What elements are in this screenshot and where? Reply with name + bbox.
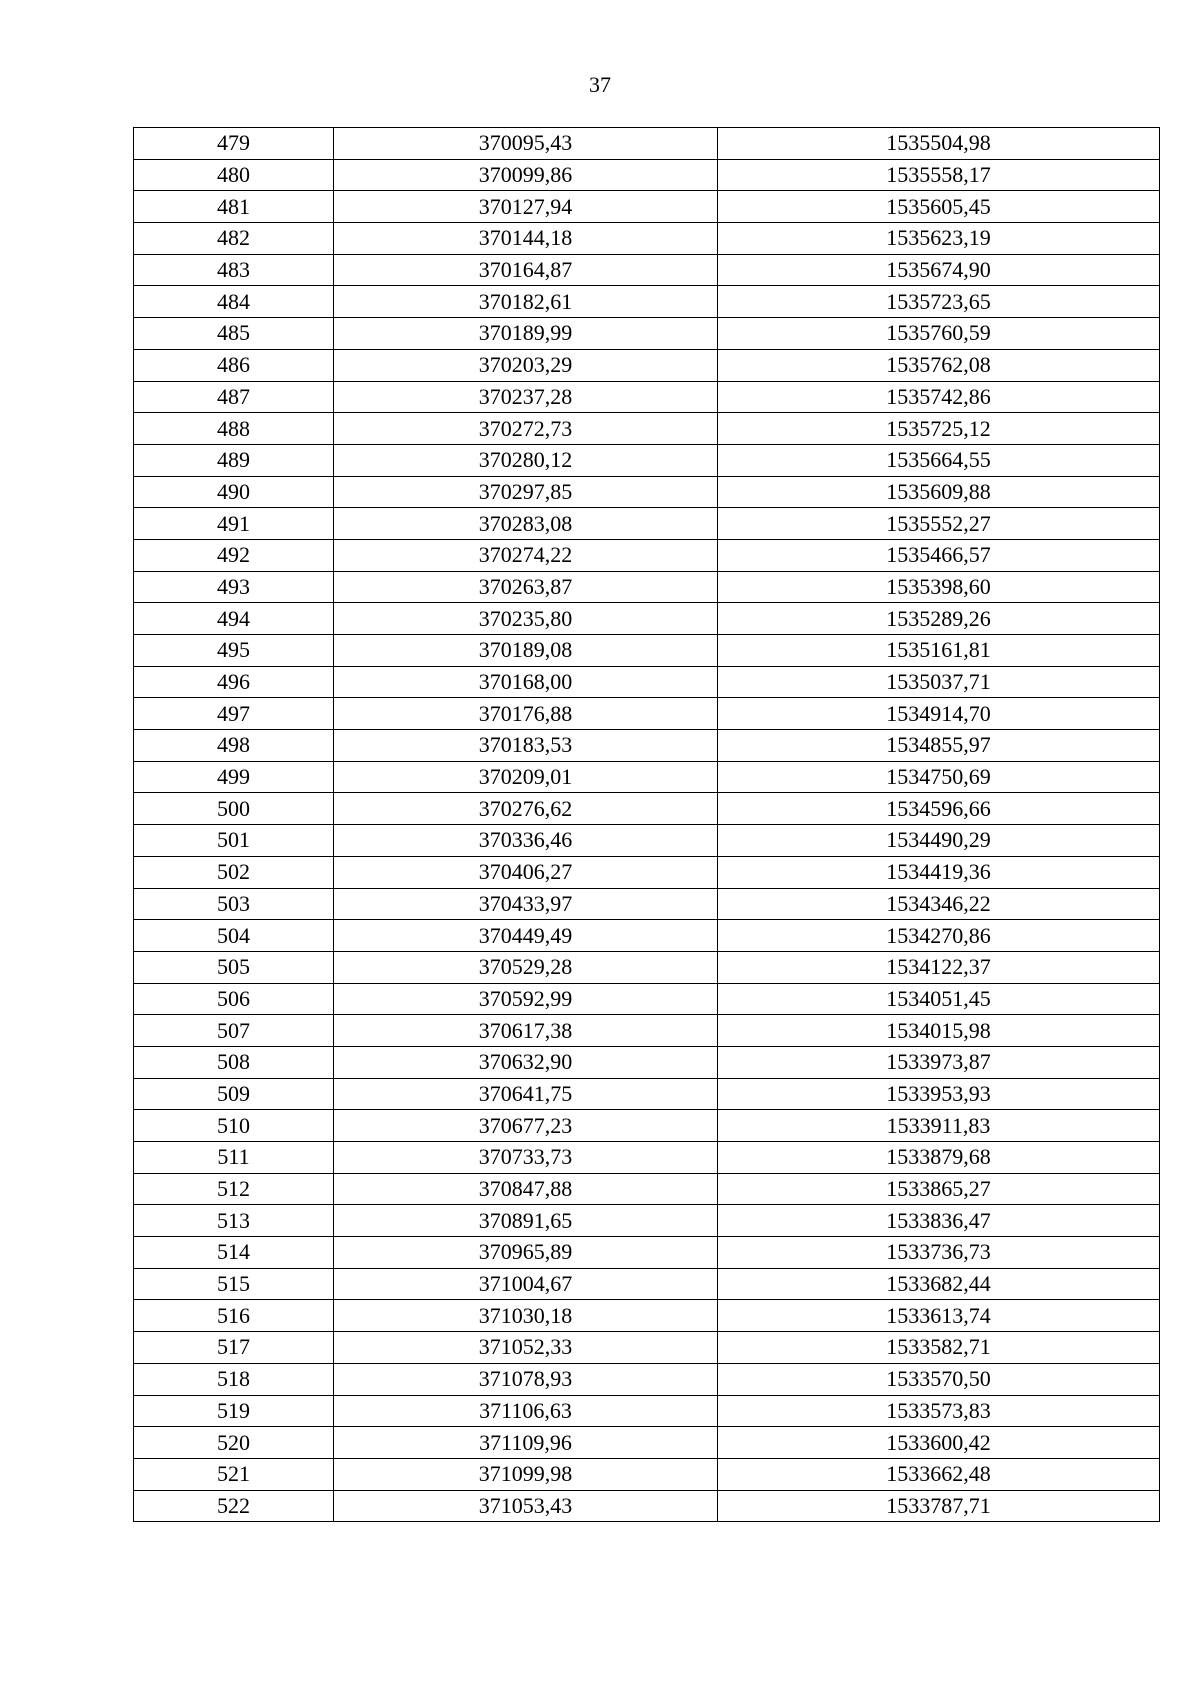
x-coordinate-cell: 371106,63	[334, 1395, 718, 1427]
table-row	[134, 159, 1160, 191]
x-coordinate-cell: 370847,88	[334, 1173, 718, 1205]
point-number-cell: 500	[134, 793, 334, 825]
y-coordinate-cell: 1535762,08	[718, 349, 1160, 381]
point-number-cell: 506	[134, 983, 334, 1015]
point-number-cell: 498	[134, 730, 334, 762]
page-number: 37	[589, 72, 611, 97]
point-number-cell: 517	[134, 1332, 334, 1364]
x-coordinate-cell: 370168,00	[334, 666, 718, 698]
x-coordinate-cell: 370274,22	[334, 539, 718, 571]
point-number-cell: 511	[134, 1142, 334, 1174]
x-coordinate-cell: 370677,23	[334, 1110, 718, 1142]
y-coordinate-cell: 1535605,45	[718, 191, 1160, 223]
table-row	[134, 951, 1160, 983]
point-number-cell: 505	[134, 951, 334, 983]
x-coordinate-cell: 371030,18	[334, 1300, 718, 1332]
x-coordinate-cell: 370276,62	[334, 793, 718, 825]
y-coordinate-cell: 1533953,93	[718, 1078, 1160, 1110]
point-number-cell: 483	[134, 254, 334, 286]
table-row	[134, 1490, 1160, 1522]
y-coordinate-cell: 1535161,81	[718, 635, 1160, 667]
point-number-cell: 484	[134, 286, 334, 318]
point-number-cell: 513	[134, 1205, 334, 1237]
point-number-cell: 521	[134, 1458, 334, 1490]
point-number-cell: 487	[134, 381, 334, 413]
table-row	[134, 476, 1160, 508]
table-row	[134, 191, 1160, 223]
y-coordinate-cell: 1535558,17	[718, 159, 1160, 191]
point-number-cell: 520	[134, 1427, 334, 1459]
x-coordinate-cell: 370433,97	[334, 888, 718, 920]
point-number-cell: 508	[134, 1046, 334, 1078]
point-number-cell: 486	[134, 349, 334, 381]
table-row	[134, 1332, 1160, 1364]
y-coordinate-cell: 1533573,83	[718, 1395, 1160, 1427]
table-row	[134, 603, 1160, 635]
table-row	[134, 1427, 1160, 1459]
coordinates-table	[133, 127, 1160, 1522]
y-coordinate-cell: 1535504,98	[718, 128, 1160, 160]
table-row	[134, 1237, 1160, 1269]
x-coordinate-cell: 370891,65	[334, 1205, 718, 1237]
table-row	[134, 1205, 1160, 1237]
x-coordinate-cell: 370641,75	[334, 1078, 718, 1110]
x-coordinate-cell: 370095,43	[334, 128, 718, 160]
x-coordinate-cell: 370144,18	[334, 223, 718, 255]
y-coordinate-cell: 1533613,74	[718, 1300, 1160, 1332]
table-row	[134, 666, 1160, 698]
table-row	[134, 856, 1160, 888]
table-row	[134, 1142, 1160, 1174]
point-number-cell: 503	[134, 888, 334, 920]
x-coordinate-cell: 371004,67	[334, 1268, 718, 1300]
x-coordinate-cell: 371053,43	[334, 1490, 718, 1522]
x-coordinate-cell: 370272,73	[334, 413, 718, 445]
point-number-cell: 515	[134, 1268, 334, 1300]
y-coordinate-cell: 1535289,26	[718, 603, 1160, 635]
y-coordinate-cell: 1535742,86	[718, 381, 1160, 413]
point-number-cell: 504	[134, 920, 334, 952]
table-row	[134, 793, 1160, 825]
point-number-cell: 502	[134, 856, 334, 888]
table-row	[134, 413, 1160, 445]
point-number-cell: 479	[134, 128, 334, 160]
x-coordinate-cell: 370183,53	[334, 730, 718, 762]
point-number-cell: 497	[134, 698, 334, 730]
point-number-cell: 491	[134, 508, 334, 540]
point-number-cell: 495	[134, 635, 334, 667]
table-row	[134, 825, 1160, 857]
table-row	[134, 1363, 1160, 1395]
y-coordinate-cell: 1533736,73	[718, 1237, 1160, 1269]
x-coordinate-cell: 370237,28	[334, 381, 718, 413]
y-coordinate-cell: 1535664,55	[718, 444, 1160, 476]
y-coordinate-cell: 1534015,98	[718, 1015, 1160, 1047]
y-coordinate-cell: 1534596,66	[718, 793, 1160, 825]
x-coordinate-cell: 370529,28	[334, 951, 718, 983]
y-coordinate-cell: 1533836,47	[718, 1205, 1160, 1237]
y-coordinate-cell: 1533662,48	[718, 1458, 1160, 1490]
x-coordinate-cell: 371052,33	[334, 1332, 718, 1364]
table-row	[134, 349, 1160, 381]
x-coordinate-cell: 371078,93	[334, 1363, 718, 1395]
x-coordinate-cell: 370263,87	[334, 571, 718, 603]
point-number-cell: 481	[134, 191, 334, 223]
coordinates-table-body	[134, 128, 1160, 1522]
x-coordinate-cell: 370449,49	[334, 920, 718, 952]
point-number-cell: 489	[134, 444, 334, 476]
table-row	[134, 318, 1160, 350]
table-row	[134, 1173, 1160, 1205]
point-number-cell: 510	[134, 1110, 334, 1142]
table-row	[134, 761, 1160, 793]
y-coordinate-cell: 1535623,19	[718, 223, 1160, 255]
x-coordinate-cell: 370283,08	[334, 508, 718, 540]
x-coordinate-cell: 371109,96	[334, 1427, 718, 1459]
point-number-cell: 516	[134, 1300, 334, 1332]
table-row	[134, 1395, 1160, 1427]
x-coordinate-cell: 370592,99	[334, 983, 718, 1015]
table-row	[134, 1458, 1160, 1490]
x-coordinate-cell: 370406,27	[334, 856, 718, 888]
x-coordinate-cell: 370617,38	[334, 1015, 718, 1047]
y-coordinate-cell: 1534346,22	[718, 888, 1160, 920]
x-coordinate-cell: 370127,94	[334, 191, 718, 223]
point-number-cell: 488	[134, 413, 334, 445]
table-row	[134, 444, 1160, 476]
x-coordinate-cell: 370632,90	[334, 1046, 718, 1078]
table-row	[134, 698, 1160, 730]
y-coordinate-cell: 1534419,36	[718, 856, 1160, 888]
y-coordinate-cell: 1535552,27	[718, 508, 1160, 540]
point-number-cell: 501	[134, 825, 334, 857]
y-coordinate-cell: 1533973,87	[718, 1046, 1160, 1078]
table-row	[134, 223, 1160, 255]
y-coordinate-cell: 1533911,83	[718, 1110, 1160, 1142]
point-number-cell: 496	[134, 666, 334, 698]
x-coordinate-cell: 370164,87	[334, 254, 718, 286]
x-coordinate-cell: 370209,01	[334, 761, 718, 793]
x-coordinate-cell: 370965,89	[334, 1237, 718, 1269]
y-coordinate-cell: 1534914,70	[718, 698, 1160, 730]
point-number-cell: 480	[134, 159, 334, 191]
table-row	[134, 983, 1160, 1015]
y-coordinate-cell: 1534051,45	[718, 983, 1160, 1015]
table-row	[134, 1015, 1160, 1047]
y-coordinate-cell: 1533787,71	[718, 1490, 1160, 1522]
y-coordinate-cell: 1535674,90	[718, 254, 1160, 286]
point-number-cell: 482	[134, 223, 334, 255]
point-number-cell: 518	[134, 1363, 334, 1395]
x-coordinate-cell: 370235,80	[334, 603, 718, 635]
table-row	[134, 1046, 1160, 1078]
y-coordinate-cell: 1533865,27	[718, 1173, 1160, 1205]
y-coordinate-cell: 1534270,86	[718, 920, 1160, 952]
point-number-cell: 509	[134, 1078, 334, 1110]
y-coordinate-cell: 1533879,68	[718, 1142, 1160, 1174]
x-coordinate-cell: 370099,86	[334, 159, 718, 191]
table-row	[134, 730, 1160, 762]
x-coordinate-cell: 370176,88	[334, 698, 718, 730]
y-coordinate-cell: 1535398,60	[718, 571, 1160, 603]
x-coordinate-cell: 370203,29	[334, 349, 718, 381]
table-row	[134, 1110, 1160, 1142]
table-row	[134, 254, 1160, 286]
point-number-cell: 507	[134, 1015, 334, 1047]
table-row	[134, 539, 1160, 571]
table-row	[134, 381, 1160, 413]
table-row	[134, 635, 1160, 667]
x-coordinate-cell: 370297,85	[334, 476, 718, 508]
point-number-cell: 514	[134, 1237, 334, 1269]
y-coordinate-cell: 1533570,50	[718, 1363, 1160, 1395]
table-row	[134, 508, 1160, 540]
table-row	[134, 920, 1160, 952]
y-coordinate-cell: 1535760,59	[718, 318, 1160, 350]
point-number-cell: 493	[134, 571, 334, 603]
x-coordinate-cell: 370280,12	[334, 444, 718, 476]
y-coordinate-cell: 1533682,44	[718, 1268, 1160, 1300]
y-coordinate-cell: 1535609,88	[718, 476, 1160, 508]
point-number-cell: 499	[134, 761, 334, 793]
table-row	[134, 1078, 1160, 1110]
table-row	[134, 1268, 1160, 1300]
table-row	[134, 128, 1160, 160]
table-row	[134, 1300, 1160, 1332]
y-coordinate-cell: 1534490,29	[718, 825, 1160, 857]
y-coordinate-cell: 1533600,42	[718, 1427, 1160, 1459]
x-coordinate-cell: 370336,46	[334, 825, 718, 857]
table-row	[134, 888, 1160, 920]
point-number-cell: 485	[134, 318, 334, 350]
y-coordinate-cell: 1534855,97	[718, 730, 1160, 762]
y-coordinate-cell: 1535725,12	[718, 413, 1160, 445]
x-coordinate-cell: 370189,99	[334, 318, 718, 350]
y-coordinate-cell: 1534750,69	[718, 761, 1160, 793]
y-coordinate-cell: 1535037,71	[718, 666, 1160, 698]
y-coordinate-cell: 1534122,37	[718, 951, 1160, 983]
point-number-cell: 519	[134, 1395, 334, 1427]
point-number-cell: 492	[134, 539, 334, 571]
table-row	[134, 571, 1160, 603]
x-coordinate-cell: 370182,61	[334, 286, 718, 318]
x-coordinate-cell: 370189,08	[334, 635, 718, 667]
table-row	[134, 286, 1160, 318]
y-coordinate-cell: 1535723,65	[718, 286, 1160, 318]
x-coordinate-cell: 371099,98	[334, 1458, 718, 1490]
y-coordinate-cell: 1533582,71	[718, 1332, 1160, 1364]
y-coordinate-cell: 1535466,57	[718, 539, 1160, 571]
point-number-cell: 512	[134, 1173, 334, 1205]
point-number-cell: 490	[134, 476, 334, 508]
point-number-cell: 494	[134, 603, 334, 635]
x-coordinate-cell: 370733,73	[334, 1142, 718, 1174]
point-number-cell: 522	[134, 1490, 334, 1522]
